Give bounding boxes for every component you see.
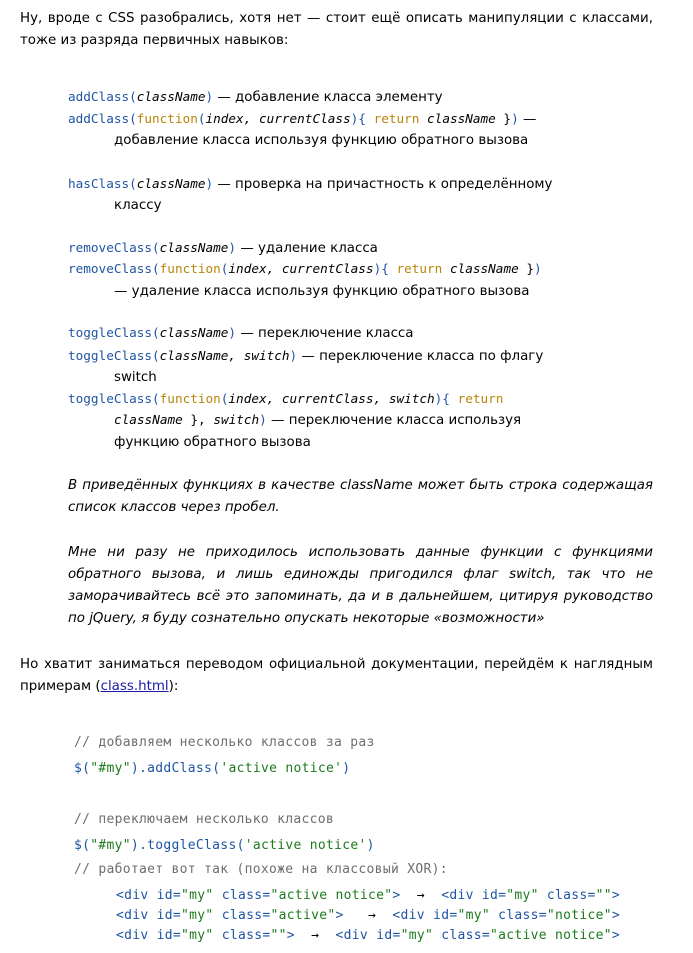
api-hasclass: hasClass(className) — проверка на причастность к определённому <box>68 176 553 192</box>
api-toggleclass-switch: toggleClass(className, switch) — переключение класса по флагу <box>68 348 544 364</box>
api-toggleclass-switch-desc: switch <box>114 370 157 385</box>
fn-keyword: function <box>136 111 198 126</box>
fn-arg: index, currentClass, switch <box>228 391 435 406</box>
note-callbacks: Мне ни разу не приходилось использовать данные функции с функциями обратного вызова, и лишь единожды пригодился флаг switch, так что не заморачивайтесь всё это запоминать, да и в дальнейшем, цитируя руководство по jQuery, я буду сознательно опускать некоторые «возможности» <box>68 545 653 626</box>
api-addclass-fn-desc: добавление класса используя функцию обратного вызова <box>114 133 529 148</box>
code-tag: <div <box>116 908 149 923</box>
code-attr: class= <box>221 908 271 923</box>
code-attr: id= <box>156 908 182 923</box>
api-removeclass: removeClass(className) — удаление класса <box>68 240 378 256</box>
outro-end: ): <box>168 679 179 694</box>
arrow-icon: → <box>368 908 377 923</box>
code-val: "my" <box>181 888 214 903</box>
api-toggleclass: toggleClass(className) — переключение класса <box>68 325 414 341</box>
api-addclass-fn: addClass(function(index, currentClass){ return className }) — <box>68 111 537 127</box>
code-attr: id= <box>481 888 507 903</box>
fn-keyword: function <box>159 261 221 276</box>
fn-name: hasClass <box>68 176 130 191</box>
fn-retval: className <box>114 412 183 427</box>
fn-desc: — переключение класса по флагу <box>297 349 544 364</box>
code-tag: <div <box>116 928 149 943</box>
code-attr: id= <box>376 928 401 943</box>
fn-name: addClass <box>68 111 130 126</box>
code-val: "my" <box>506 888 539 903</box>
fn-keyword: function <box>159 391 221 406</box>
fn-name: toggleClass <box>68 348 153 363</box>
fn-return: return <box>373 111 420 126</box>
code-attr: class= <box>441 928 491 943</box>
outro-text: Но хватит заниматься переводом официальной документации, перейдём к наглядным примерам ( <box>20 657 653 694</box>
api-removeclass-fn-desc: — удаление класса используя функцию обратного вызова <box>114 284 530 299</box>
code-attr: id= <box>156 888 182 903</box>
code-attr: class= <box>221 888 271 903</box>
code-selector: "#my" <box>90 838 131 853</box>
code-comment-toggle: // переключаем несколько классов <box>74 812 335 827</box>
code-attr: class= <box>221 928 271 943</box>
code-method: addClass <box>147 761 213 776</box>
fn-retval: className <box>427 111 496 126</box>
fn-desc: — добавление класса элементу <box>213 90 443 105</box>
fn-arg: className <box>159 240 229 255</box>
code-val: "my" <box>181 928 214 943</box>
code-tag: > <box>335 908 344 923</box>
code-tag: <div <box>441 888 474 903</box>
code-tag: > <box>611 888 621 903</box>
code-tag: > <box>286 928 295 943</box>
arrow-icon: → <box>416 888 425 903</box>
fn-name: toggleClass <box>68 391 153 406</box>
code-arg: 'active notice' <box>220 761 343 776</box>
code-selector: "#my" <box>90 761 131 776</box>
fn-name: removeClass <box>68 261 153 276</box>
fn-desc: — проверка на причастность к определённому <box>213 177 553 192</box>
fn-arg: className <box>159 325 229 340</box>
api-toggleclass-fn: toggleClass(function(index, currentClass, switch){ return <box>68 391 504 406</box>
fn-arg: index, currentClass <box>228 261 374 276</box>
fn-retval: className <box>449 261 519 276</box>
code-tag: > <box>392 888 401 903</box>
code-val: "active notice" <box>490 928 612 943</box>
outro-paragraph <box>20 654 653 698</box>
code-xor-row <box>116 886 620 906</box>
fn-arg: className <box>136 89 206 104</box>
code-val: "active" <box>270 908 336 923</box>
arrow-icon: → <box>311 928 320 943</box>
fn-name: toggleClass <box>68 325 153 340</box>
code-val: "active notice" <box>270 888 393 903</box>
code-val: "my" <box>181 908 214 923</box>
api-removeclass-fn: removeClass(function(index, currentClass){ return className }) <box>68 261 542 276</box>
note-classname: В приведённых функциях в качестве className может быть строка содержащая список классов через пробел. <box>68 478 653 515</box>
example-link[interactable]: class.html <box>100 679 169 694</box>
code-attr: class= <box>498 908 547 923</box>
intro-paragraph: Ну, вроде с CSS разобрались, хотя нет — стоит ещё описать манипуляции с классами, тоже из разряда первичных навыков: <box>20 11 653 48</box>
code-tag: > <box>611 908 621 923</box>
code-tag: > <box>611 928 621 943</box>
code-toggleclass-call: $("#my").toggleClass('active notice') <box>74 838 375 853</box>
api-toggleclass-fn-desc: функцию обратного вызова <box>114 435 311 450</box>
fn-return: return <box>396 261 443 276</box>
code-val: "notice" <box>546 908 612 923</box>
code-attr: class= <box>546 888 596 903</box>
code-addclass-call: $("#my").addClass('active notice') <box>74 761 351 776</box>
code-arg: 'active notice' <box>244 838 367 853</box>
api-hasclass-desc: классу <box>114 198 162 213</box>
code-val: "my" <box>400 928 434 943</box>
fn-arg: index, currentClass <box>205 111 351 126</box>
code-method: toggleClass <box>147 838 237 853</box>
code-tag: <div <box>392 908 425 923</box>
fn-desc: — переключение класса используя <box>266 413 522 428</box>
fn-desc: — переключение класса <box>236 326 414 341</box>
fn-return: return <box>457 391 504 406</box>
fn-desc: — <box>518 112 537 127</box>
fn-name: addClass <box>68 89 130 104</box>
code-val: "" <box>270 928 287 943</box>
fn-arg: switch <box>213 412 260 427</box>
fn-desc: — удаление класса <box>236 241 378 256</box>
fn-arg: className <box>136 176 206 191</box>
fn-name: removeClass <box>68 240 153 255</box>
code-attr: id= <box>433 908 458 923</box>
code-xor-row <box>116 906 620 926</box>
code-val: "" <box>595 888 612 903</box>
fn-arg: className, switch <box>159 348 290 363</box>
api-addclass: addClass(className) — добавление класса элементу <box>68 89 443 105</box>
code-xor-row <box>116 926 620 946</box>
code-tag: <div <box>116 888 149 903</box>
code-val: "my" <box>457 908 490 923</box>
code-comment-xor: // работает вот так (похоже на классовый XOR): <box>74 862 448 877</box>
code-attr: id= <box>156 928 182 943</box>
code-tag: <div <box>335 928 369 943</box>
api-toggleclass-fn-line2: className }, switch) — переключение класса используя <box>114 412 522 428</box>
code-comment-add: // добавляем несколько классов за раз <box>74 735 375 750</box>
